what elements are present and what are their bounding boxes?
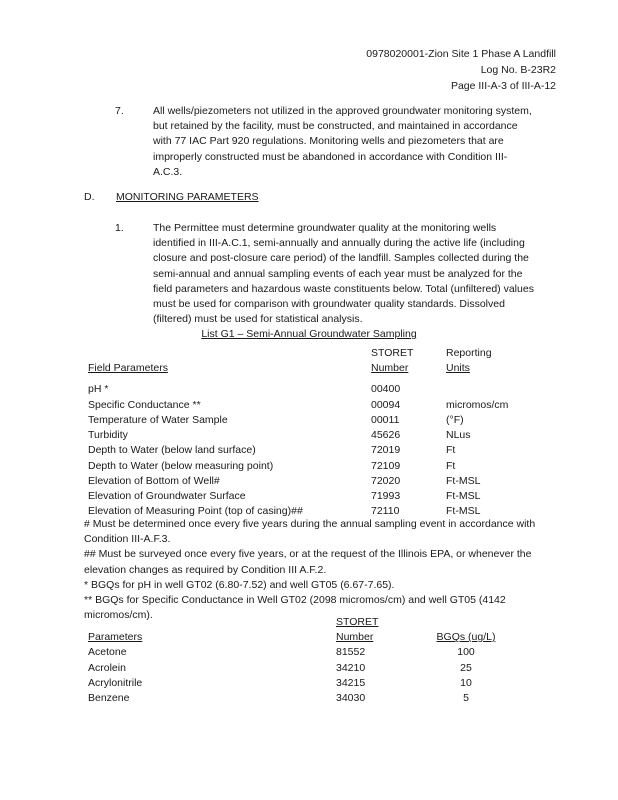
bgq-cell: 10	[460, 676, 472, 689]
param-cell: Temperature of Water Sample	[88, 413, 228, 426]
storet-cell: 71993	[371, 489, 401, 502]
table-row	[88, 413, 546, 428]
param-cell: Acetone	[88, 646, 127, 659]
table-row	[88, 661, 516, 676]
footnote-ph-bgq: * BGQs for pH in well GT02 (6.80-7.52) and well GT05 (6.67-7.65).	[84, 578, 395, 591]
units-cell: NLus	[446, 429, 471, 442]
paragraph-7-number: 7.	[115, 105, 124, 117]
units-header: Units	[446, 362, 470, 375]
units-cell: Ft	[446, 459, 456, 472]
units-cell: (°F)	[446, 413, 464, 426]
param-cell: Acrolein	[88, 661, 126, 674]
paragraph-d1-number: 1.	[115, 222, 124, 234]
param-cell: Acrylonitrile	[88, 676, 143, 689]
footnote-conductance-bgq: ** BGQs for Specific Conductance in Well GT02 (2098 micromos/cm) and well GT05 (4142 micromos/cm).	[84, 594, 506, 622]
section-d-letter: D.	[84, 191, 95, 203]
param-cell: Specific Conductance **	[88, 398, 201, 411]
bgq-cell: 100	[457, 646, 475, 659]
storet-cell: 45626	[371, 429, 401, 442]
page-header	[366, 47, 556, 94]
param-cell: Turbidity	[88, 429, 128, 442]
list-g1-title	[0, 327, 618, 342]
storet-cell: 72110	[371, 505, 400, 518]
paragraph-7-text: All wells/piezometers not utilized in the approved groundwater monitoring system, but retained by the facility, must be constructed, and maintained in accordance with 77 IAC Part 920 regulations. Monitoring wells and piezometers that are improperly constructed must be abandoned in accordance with Condition III-A.C.3.	[153, 105, 532, 178]
param-cell: Elevation of Groundwater Surface	[88, 489, 246, 502]
table-row	[88, 459, 546, 474]
header-page-line: Page III-A-3 of III-A-12	[450, 79, 556, 92]
storet-cell: 72020	[371, 474, 401, 487]
list-g1-table	[88, 346, 546, 519]
storet-cell: 34215	[336, 676, 366, 689]
table-header-row	[88, 346, 546, 361]
units-cell: micromos/cm	[446, 398, 509, 411]
bgq-table	[88, 615, 516, 706]
table-row	[88, 489, 546, 504]
param-cell: Elevation of Measuring Point (top of casing)##	[88, 505, 303, 518]
param-cell: Depth to Water (below land surface)	[88, 444, 256, 457]
paragraph-d1-text: The Permittee must determine groundwater quality at the monitoring wells identified in III-A.C.1, semi-annually and annually during the active life (including closure and post-closure care period) of the landfill. Samples collected during the semi-annual and annual sampling events of each year must be analyzed for the field parameters and hazardous waste constituents below. Total (unfiltered) values must be used for comparison with groundwater quality standards. Dissolved (filtered) must be used for statistical analysis.	[153, 222, 534, 326]
footnote-well-bottom: # Must be determined once every five years during the annual sampling event in accordance with Condition III-A.F.3.	[84, 518, 536, 546]
table-row	[88, 398, 546, 413]
units-cell: Ft-MSL	[446, 474, 481, 487]
header-log-line: Log No. B-23R2	[480, 63, 556, 76]
footnote-measuring-point: ## Must be surveyed once every five years, or at the request of the Illinois EPA, or whenever the elevation changes as required by Condition III A.F.2.	[84, 548, 532, 576]
footnotes	[84, 517, 544, 624]
storet-cell: 72019	[371, 444, 401, 457]
list-g1-title-text: List G1 – Semi-Annual Groundwater Sampling	[201, 328, 417, 340]
parameters-header: Parameters	[88, 631, 143, 644]
number-header: Number	[371, 362, 409, 375]
storet-cell: 34210	[336, 661, 366, 674]
number-header: Number	[336, 631, 374, 644]
table-row	[88, 645, 516, 660]
table-header-row	[88, 630, 516, 645]
param-cell: Benzene	[88, 692, 130, 705]
units-cell: Ft	[446, 444, 456, 457]
table-row	[88, 691, 516, 706]
storet-cell: 00011	[371, 413, 400, 426]
storet-cell: 00400	[371, 383, 401, 396]
units-cell	[446, 382, 546, 397]
param-cell: Elevation of Bottom of Well#	[88, 474, 220, 487]
table-row	[88, 676, 516, 691]
bgq-cell: 5	[463, 692, 469, 705]
table-header-row	[88, 615, 516, 630]
header-site-line: 0978020001-Zion Site 1 Phase A Landfill	[366, 48, 556, 60]
bgqs-header: BGQs (ug/L)	[436, 631, 496, 644]
table-header-row	[88, 361, 546, 376]
storet-header-top: STORET	[371, 347, 414, 359]
table-row	[88, 474, 546, 489]
section-d-heading	[84, 190, 259, 205]
units-cell: Ft-MSL	[446, 489, 481, 502]
storet-cell: 34030	[336, 692, 366, 705]
table-row	[88, 382, 546, 397]
storet-cell: 81552	[336, 646, 366, 659]
section-d-title: MONITORING PARAMETERS	[116, 191, 259, 203]
param-cell: pH *	[88, 383, 109, 396]
storet-cell: 72109	[371, 459, 401, 472]
param-cell: Depth to Water (below measuring point)	[88, 459, 274, 472]
field-parameters-header: Field Parameters	[88, 362, 168, 375]
table-row	[88, 443, 546, 458]
reporting-header-top: Reporting	[446, 347, 492, 359]
table-row	[88, 428, 546, 443]
storet-header-top: STORET	[336, 616, 379, 628]
bgq-cell: 25	[460, 661, 472, 674]
units-cell: Ft-MSL	[446, 505, 481, 518]
storet-cell: 00094	[371, 398, 401, 411]
